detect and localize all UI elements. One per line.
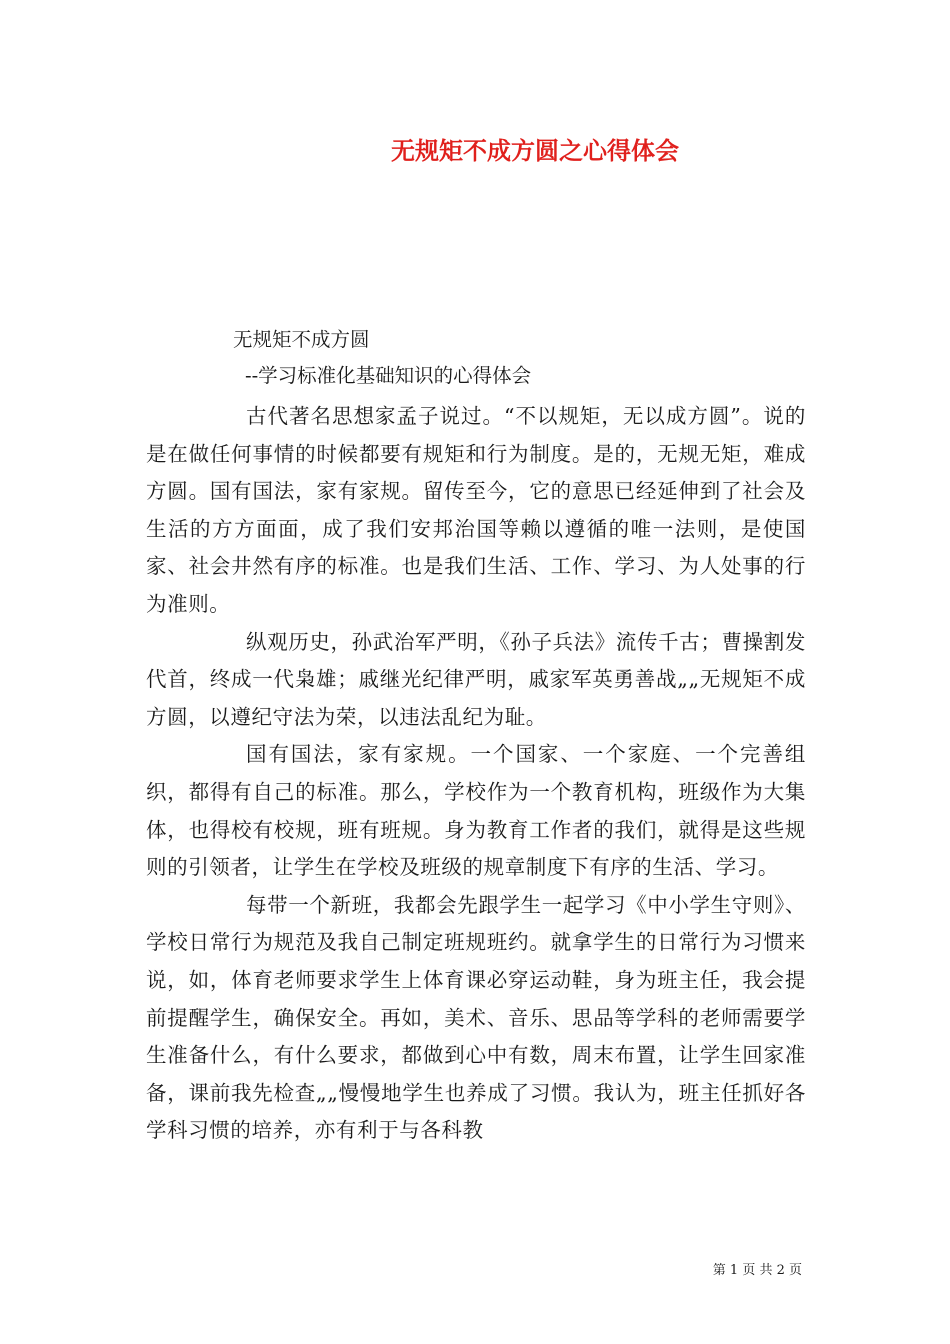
paragraph: 国有国法，家有家规。一个国家、一个家庭、一个完善组织，都得有自己的标准。那么，学校作为一个教育机构，班级作为大集体，也得校有校规，班有班规。身为教育工作者的我们，就得是这些规则的引领者，让学生在学校及班级的规章制度下有序的生活、学习。 xyxy=(146,742,806,880)
document-title: 无规矩不成方圆之心得体会 xyxy=(391,136,679,165)
essay-heading: 无规矩不成方圆 xyxy=(233,328,370,351)
essay-body xyxy=(146,398,806,1150)
essay-subheading: --学习标准化基础知识的心得体会 xyxy=(245,364,532,387)
page-number: 第 1 页 共 2 页 xyxy=(712,1263,802,1278)
paragraph: 纵观历史，孙武治军严明，《孙子兵法》流传千古；曹操割发代首，终成一代枭雄；戚继光纪律严明，戚家军英勇善战„„无规矩不成方圆，以遵纪守法为荣，以违法乱纪为耻。 xyxy=(146,629,806,729)
paragraph: 每带一个新班，我都会先跟学生一起学习《中小学生守则》、学校日常行为规范及我自己制定班规班约。就拿学生的日常行为习惯来说，如，体育老师要求学生上体育课必穿运动鞋，身为班主任，我会提前提醒学生，确保安全。再如，美术、音乐、思品等学科的老师需要学生准备什么，有什么要求，都做到心中有数，周末布置，让学生回家准备，课前我先检查„„慢慢地学生也养成了习惯。我认为，班主任抓好各学科习惯的培养，亦有利于与各科教 xyxy=(146,892,806,1143)
paragraph: 古代著名思想家孟子说过。“不以规矩，无以成方圆”。说的是在做任何事情的时候都要有规矩和行为制度。是的，无规无矩，难成方圆。国有国法，家有家规。留传至今，它的意思已经延伸到了社会及生活的方方面面，成了我们安邦治国等赖以遵循的唯一法则，是使国家、社会井然有序的标准。也是我们生活、工作、学习、为人处事的行为准则。 xyxy=(146,404,806,616)
